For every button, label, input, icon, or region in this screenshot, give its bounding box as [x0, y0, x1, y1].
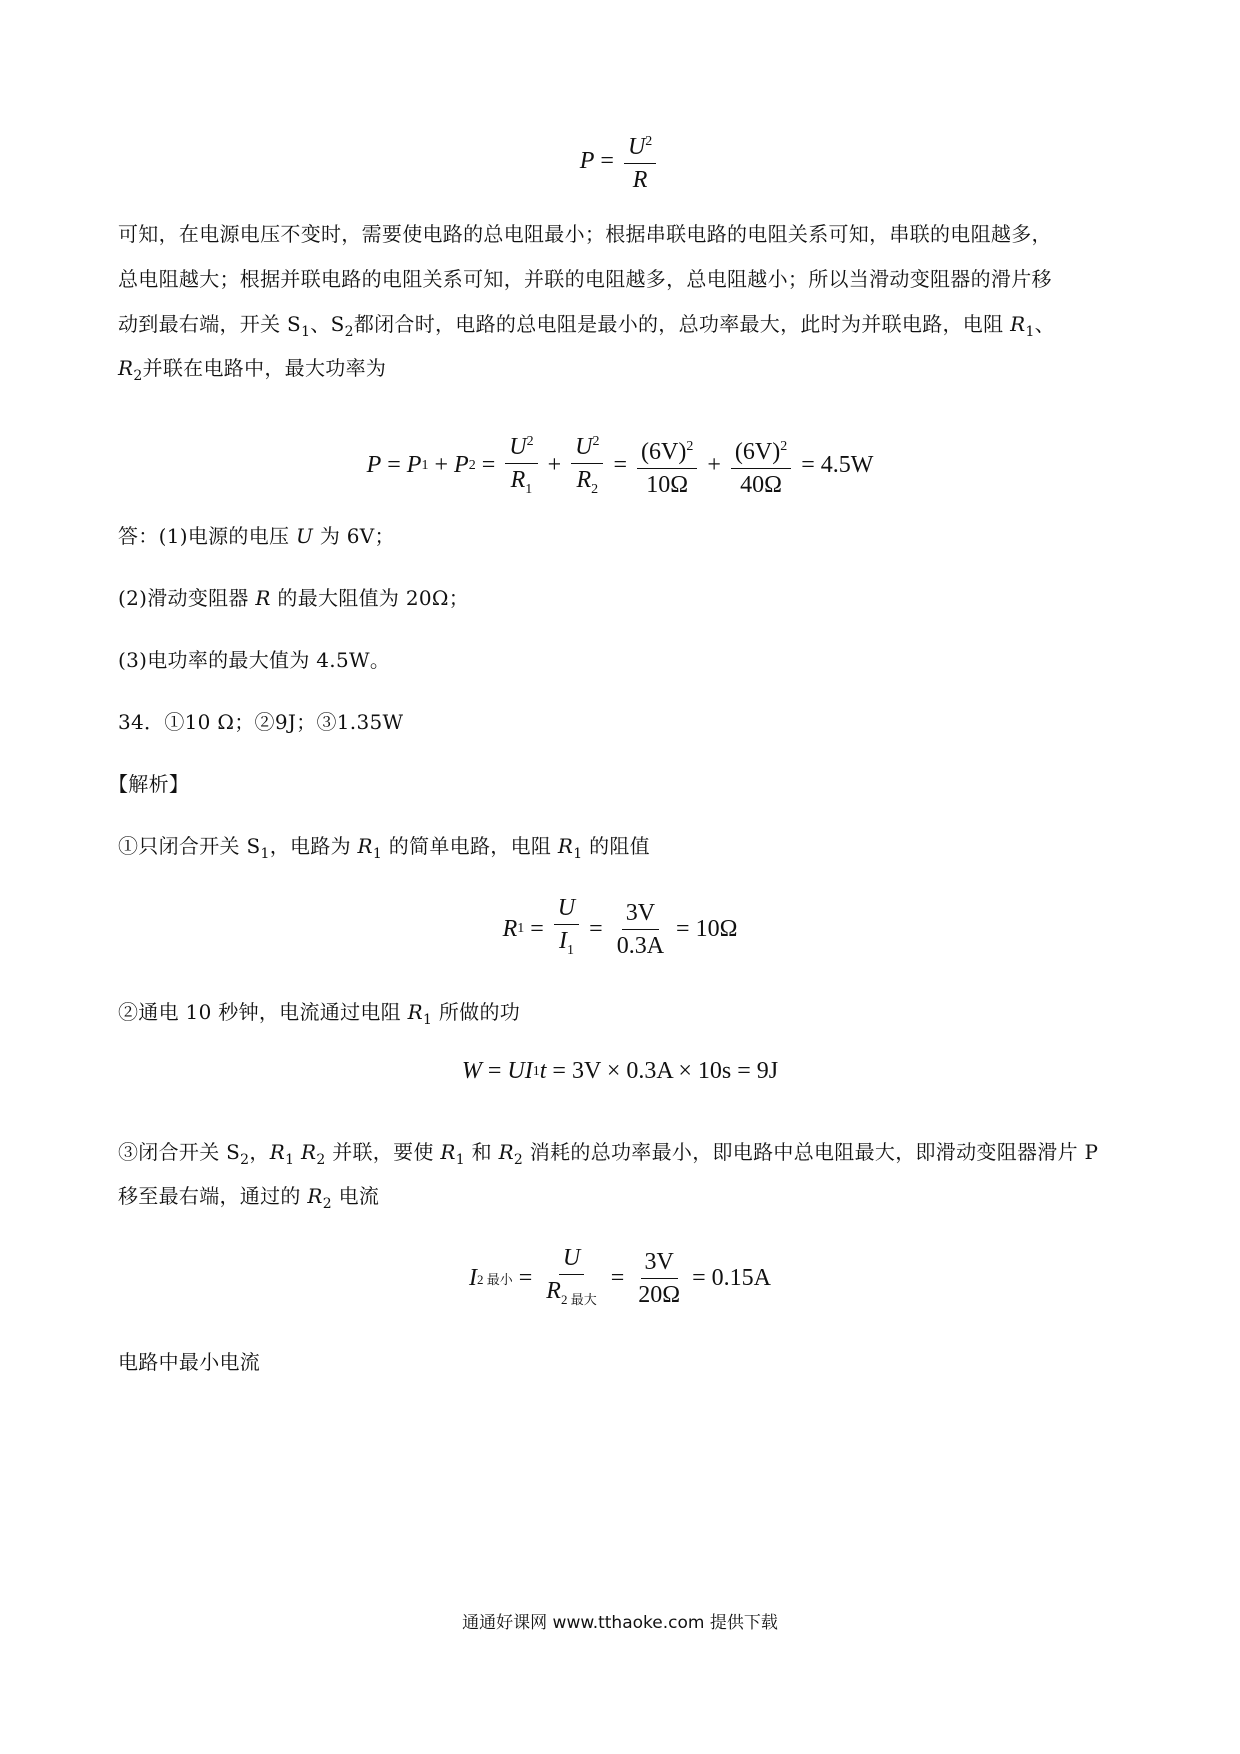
eq-result: = 10Ω — [676, 915, 738, 942]
eq-symbol: t — [539, 1058, 547, 1084]
eq-sign: = — [487, 1058, 502, 1084]
answer-3: (3)电功率的最大值为 4.5W。 — [118, 648, 391, 672]
step-2-text: ②通电 10 秒钟，电流通过电阻 $R_1$ 所做的功 — [118, 1000, 521, 1028]
explanation-line-3: 动到最右端，开关 $S_1$、$S_2$都闭合时，电路的总电阻是最小的，总功率最大，此时为并联电路，电阻 $R_1$、 — [118, 312, 1055, 340]
eq-sign: = — [530, 915, 544, 942]
step-3-line-1: ③闭合开关 $S_2$，$R_1$ $R_2$ 并联，要使 $R_1$ 和 $R_2$ 消耗的总功率最小，即电路中总电阻最大，即滑动变阻器滑片 P — [118, 1140, 1099, 1168]
eq-symbol: P — [579, 147, 595, 174]
eq-sign: = — [481, 452, 496, 479]
equation-r1 — [0, 894, 1240, 965]
eq-symbol: W — [461, 1058, 482, 1084]
equation-max-power — [0, 428, 1240, 504]
fraction: $\frac{U^2}{R_1}$ — [505, 428, 537, 504]
fraction-denominator: R — [632, 167, 648, 193]
eq-sign: = — [589, 915, 603, 942]
fraction: $\frac{(6V)^2}{40\Omega}$ — [731, 433, 791, 499]
eq-result: = 3V × 0.3A × 10s = 9J — [552, 1058, 779, 1084]
eq-sign: = — [518, 1265, 533, 1292]
eq-symbol: I — [468, 1265, 477, 1292]
plus-sign: + — [547, 452, 562, 479]
subscript: 1 — [532, 1063, 540, 1079]
subscript: 2 最小 — [476, 1272, 513, 1288]
analysis-label: 【解析】 — [108, 772, 190, 796]
eq-sign: = — [387, 452, 401, 479]
eq-sign: = — [600, 147, 614, 174]
explanation-line-2: 总电阻越大；根据并联电路的电阻关系可知，并联的电阻越多，总电阻越小；所以当滑动变阻器的滑片移 — [118, 267, 1052, 291]
eq-symbol: P — [366, 452, 382, 479]
footer-credit: 通通好课网 www.tthaoke.com 提供下载 — [462, 1613, 778, 1633]
eq-symbol: R — [502, 915, 518, 942]
fraction: $\frac{U^2}{R_2}$ — [571, 428, 603, 504]
explanation-line-4: $R_2$并联在电路中，最大功率为 — [118, 356, 387, 384]
step-3-line-2: 移至最右端，通过的 $R_2$ 电流 — [118, 1184, 380, 1212]
answer-2: (2)滑动变阻器 R 的最大阻值为 20Ω； — [118, 586, 470, 610]
explanation-line-1: 可知，在电源电压不变时，需要使电路的总电阻最小；根据串联电路的电阻关系可知，串联的电阻越多， — [118, 222, 1052, 246]
subscript: 1 — [517, 921, 525, 937]
superscript: 2 — [645, 134, 653, 149]
question-34-answer: 34．①10 Ω；②9J；③1.35W — [118, 710, 404, 734]
fraction: $\frac{U}{R_{2 最大}}$ — [546, 1245, 597, 1307]
fraction — [624, 128, 656, 194]
fraction: $\frac{(6V)^2}{10\Omega}$ — [637, 433, 697, 499]
eq-sign: = — [613, 452, 628, 479]
fraction: $\frac{U}{I_1}$ — [554, 894, 579, 965]
eq-sign: = — [610, 1265, 625, 1292]
plus-sign: + — [707, 452, 721, 479]
fraction-numerator: U — [627, 134, 646, 160]
eq-result: = 4.5W — [801, 452, 874, 479]
equation-min-current — [0, 1244, 1240, 1314]
eq-symbol: UI — [507, 1058, 533, 1084]
step-1-text: ①只闭合开关 $S_1$，电路为 $R_1$ 的简单电路，电阻 $R_1$ 的阻值 — [118, 834, 650, 862]
plus-sign: + — [434, 452, 449, 479]
eq-symbol: P — [406, 452, 422, 479]
subscript: 1 — [421, 457, 429, 473]
equation-work — [0, 1058, 1240, 1085]
fraction: $\frac{3V}{20\Omega}$ — [638, 1249, 681, 1309]
fraction: $\frac{3V}{0.3A}$ — [616, 899, 665, 959]
eq-symbol: P — [454, 452, 469, 479]
answer-1: 答：(1)电源的电压 U 为 6V； — [118, 524, 395, 548]
eq-result: = 0.15A — [692, 1265, 771, 1292]
equation-power-formula — [0, 128, 1240, 194]
min-current-heading: 电路中最小电流 — [118, 1350, 261, 1374]
subscript: 2 — [468, 457, 476, 473]
